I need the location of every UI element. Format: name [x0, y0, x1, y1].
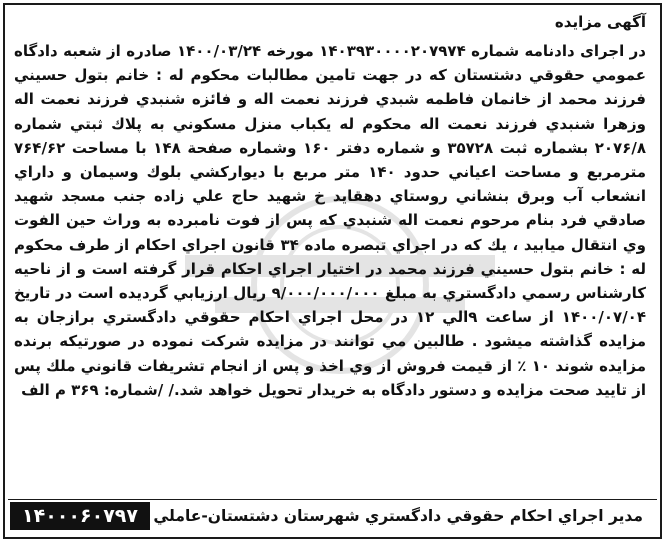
notice-footer: [8, 499, 657, 534]
notice-frame: [3, 3, 662, 539]
notice-body: در اجرای دادنامه شماره ۱۴۰۳۹۳۰۰۰۰۲۰۷۹۷۴ مورخه ۱۴۰۰/۰۳/۲۴ صادره از شعبه دادگاه عمومي حقوقي دشتستان كه در جهت تامين مطالبات محكوم له : خانم بتول حسيني فرزند محمد از خانمان فاطمه شبدي فرزند نعمت اله و فائزه شنبدي فرزند نعمت اله وزهرا شنبدي فرزند نعمت اله محكوم له يكباب منزل مسكوني به پلاك ثبتي شماره ۲۰۷۶/۸ بشماره ثبت ۳۵۷۲۸ و شماره دفتر ۱۶۰ وشماره صفحة ۱۴۸ با مساحت ۷۶۴/۶۲ مترمربع و مساحت اعياني حدود ۱۴۰ متر مربع با ديواركشي بلوك وسيمان و داراي انشعاب آب وبرق بنشاني روستاي دهقايد خ شهيد حاج علي زاده جنب مسجد شهيد صادقي فرد بنام مرحوم نعمت اله شنبدي كه پس از فوت نامبرده به وراث حين الفوت وي انتقال ميابيد ، يك كه در اجراي تبصره ماده ۳۴ قانون اجراي احكام از طرف محكوم له : خانم بتول حسيني فرزند محمد در اختيار اجراي احكام قرار گرفته است و از ناحيه كارشناس رسمي دادگستري به مبلغ ۹/۰۰۰/۰۰۰/۰۰۰ ريال ارزيابي گرديده است در تاريخ ۱۴۰۰/۰۷/۰۴ از ساعت ۹الي ۱۲ در محل اجراي احكام حقوقي دادگستري برازجان به مزايده گذاشته ميشود . طالبين مي توانند در مزايده شركت نموده در صورتيكه برنده مزايده شوند ۱۰ ٪ از قيمت فروش از وي اخذ و پس از انجام تشريفات قانوني ملك پس از تاييد صحت مزايده و دستور دادگاه به خريدار تحويل خواهد شد./ /شماره: ۳۶۹ م الف: [14, 42, 647, 399]
signature-line: مدير اجراي احكام حقوقي دادگستري شهرستان دشتستان-عاملي: [153, 507, 643, 525]
ad-code-badge: ۱۴۰۰۰۶۰۷۹۷: [10, 502, 150, 530]
notice-title: آگهی مزایده: [554, 13, 646, 31]
